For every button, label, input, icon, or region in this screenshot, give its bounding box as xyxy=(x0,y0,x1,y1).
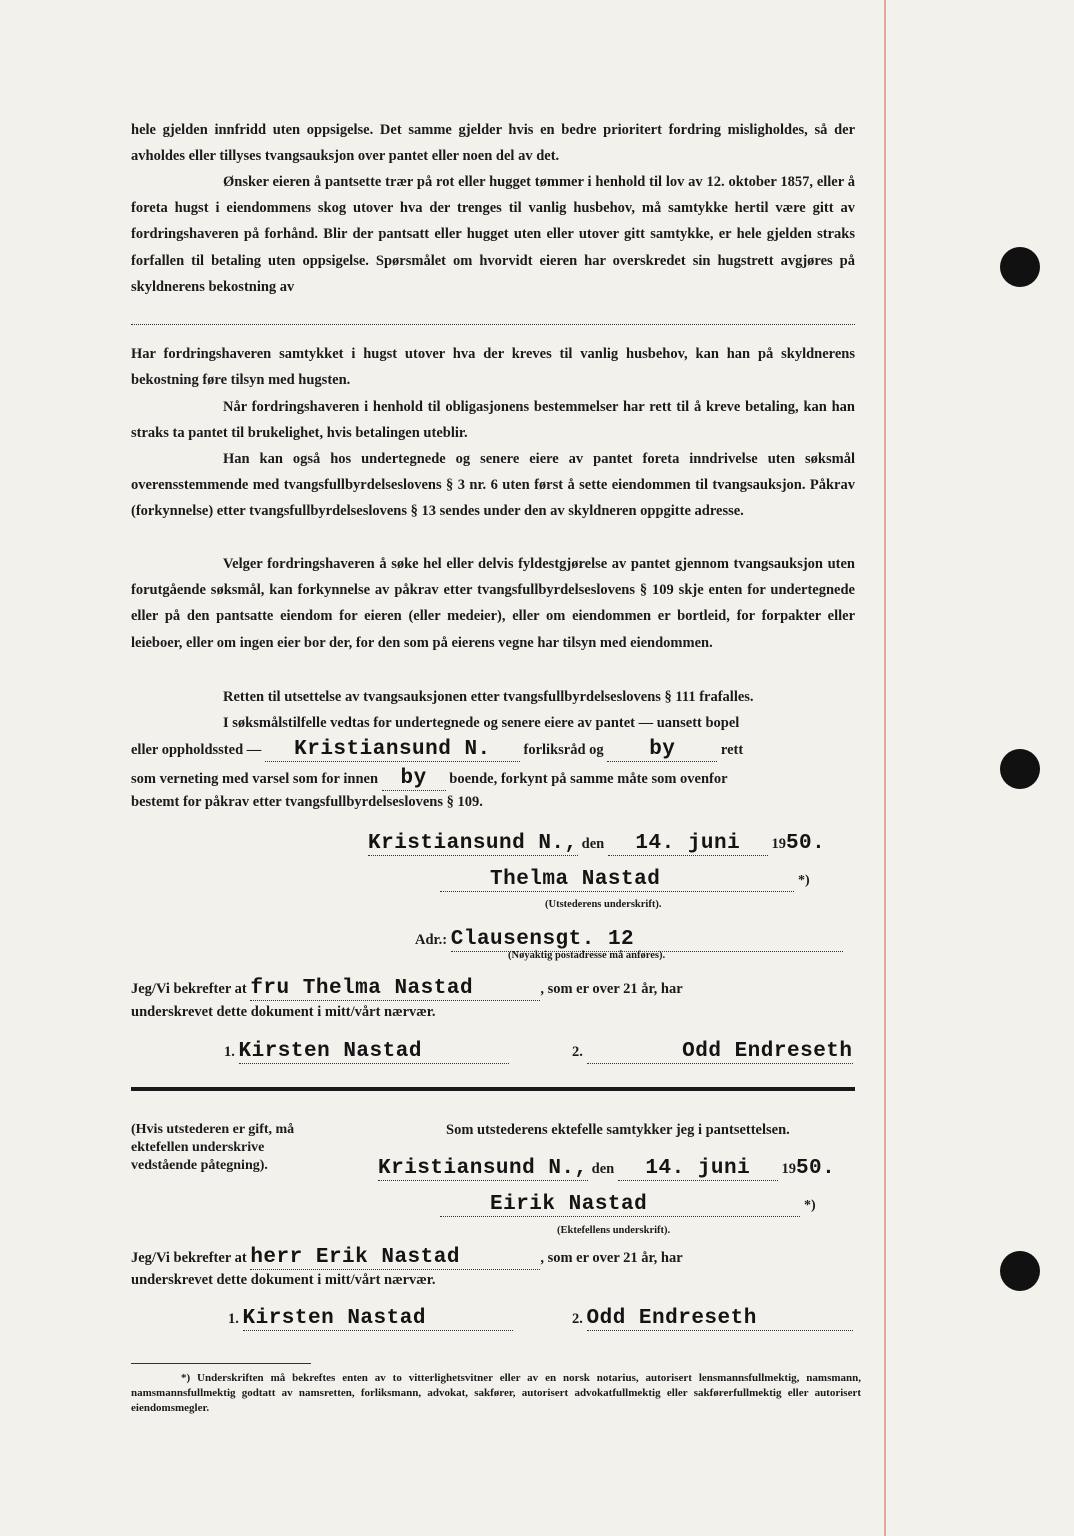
confirmed-name: herr Erik Nastad xyxy=(250,1246,540,1270)
spouse-name: Eirik Nastad xyxy=(440,1193,800,1217)
spouse-witness-1 xyxy=(228,1307,513,1331)
punch-hole xyxy=(1000,1251,1040,1291)
witness-1 xyxy=(224,1040,509,1064)
year-prefix: 19 xyxy=(781,1161,796,1177)
year-prefix: 19 xyxy=(771,836,786,852)
spouse-consent: Som utstederens ektefelle samtykker jeg i pantsettelsen. xyxy=(446,1122,790,1138)
den-label: den xyxy=(591,1161,615,1177)
note-mark: *) xyxy=(804,1198,816,1213)
paragraph: hele gjelden innfridd uten oppsigelse. Det samme gjelder hvis en bedre prioritert fordring misligholdes, så der avholdes eller tillyses tvangsauksjon over pantet eller noen del av det. xyxy=(131,122,855,165)
issuer-date: 14. juni xyxy=(608,832,768,856)
note-mark: *) xyxy=(798,873,810,888)
witness-name: Odd Endreseth xyxy=(587,1307,853,1331)
issuer-signature-line xyxy=(440,868,810,892)
spouse-side-note: (Hvis utstederen er gift, må ektefellen underskrive vedstående påtegning). xyxy=(131,1122,295,1173)
spouse-signature-line xyxy=(440,1193,816,1217)
confirmed-name: fru Thelma Nastad xyxy=(250,977,540,1001)
confirm-line xyxy=(131,977,855,1001)
venue-prefix: eller oppholdssted — xyxy=(131,742,262,758)
spouse-confirm-line-2: underskrevet dette dokument i mitt/vårt nærvær. xyxy=(131,1272,436,1288)
issuer-name-caption: (Utstederens underskrift). xyxy=(545,899,662,910)
witness-number: 1. xyxy=(228,1311,239,1327)
witness-name: Kirsten Nastad xyxy=(239,1040,509,1064)
spouse-witness-2 xyxy=(572,1307,853,1331)
venue-line-2 xyxy=(131,767,855,791)
den-label: den xyxy=(581,836,605,852)
confirm-line-2: underskrevet dette dokument i mitt/vårt nærvær. xyxy=(131,1004,436,1020)
paragraph: I søksmålstilfelle vedtas for undertegnede og senere eiere av pantet — uansett bopel xyxy=(223,715,740,731)
venue-suffix: rett xyxy=(720,742,744,758)
venue-mid: forliksråd og xyxy=(523,742,604,758)
paragraph: Retten til utsettelse av tvangsauksjonen etter tvangsfullbyrdelseslovens § 111 frafalles. xyxy=(223,689,754,705)
issuer-year: 50. xyxy=(785,832,826,855)
address-label: Adr.: xyxy=(415,932,448,948)
confirm-prefix: Jeg/Vi bekrefter at xyxy=(131,1250,247,1266)
footnote: *) Underskriften må bekreftes enten av to vitterlighetsvitner eller av en norsk notarius, autorisert lensmannsfullmektig, namsmann, namsmannsfullmektig godtatt av namsretten, forliksmann, advokat, sakfører, autorisert advokatfullmektig eller sakførerfullmektig eller autorisert eiendomsmegler. xyxy=(131,1372,861,1414)
witness-number: 1. xyxy=(224,1044,235,1060)
venue-line-3: bestemt for påkrav etter tvangsfullbyrdelseslovens § 109. xyxy=(131,794,483,810)
confirm-suffix: , som er over 21 år, har xyxy=(540,1250,683,1266)
punch-hole xyxy=(1000,749,1040,789)
venue-suffix: boende, forkynt på samme måte som ovenfor xyxy=(449,771,728,787)
address-caption: (Nøyaktig postadresse må anføres). xyxy=(508,950,666,961)
witness-name: Kirsten Nastad xyxy=(243,1307,513,1331)
issuer-place: Kristiansund N., xyxy=(368,832,578,855)
confirm-prefix: Jeg/Vi bekrefter at xyxy=(131,981,247,997)
spouse-date-line xyxy=(378,1157,835,1181)
witness-name: Odd Endreseth xyxy=(587,1040,853,1064)
paragraph: Når fordringshaveren i henhold til obligasjonens bestemmelser har rett til å kreve betaling, kan han straks ta pantet til brukelighet, hvis betalingen uteblir. xyxy=(131,399,855,442)
section-divider xyxy=(131,1087,855,1091)
witness-number: 2. xyxy=(572,1311,583,1327)
witness-2 xyxy=(572,1040,853,1064)
spouse-confirm-line xyxy=(131,1246,855,1270)
dotted-fill-line xyxy=(131,324,855,325)
address-value: Clausensgt. 12 xyxy=(451,928,843,952)
footnote-rule xyxy=(131,1363,311,1364)
spouse-name-caption: (Ektefellens underskrift). xyxy=(557,1225,671,1236)
margin-rule xyxy=(884,0,886,1536)
witness-number: 2. xyxy=(572,1044,583,1060)
spouse-year: 50. xyxy=(795,1157,836,1180)
paragraph: Velger fordringshaveren å søke hel eller delvis fyldestgjørelse av pantet gjennom tvangsauksjon uten forutgående søksmål, kan forkynnelse av påkrav etter tvangsfullbyrdelseslovens § 109 skje enten for undertegnede eller på den pantsatte eiendom for eieren (eller medeier), eller om eiendommen er bortleid, for forpakter eller leieboer, eller om ingen eier bor der, for den som på eierens vegne har tilsyn med eiendommen. xyxy=(131,556,855,651)
venue-prefix: som verneting med varsel som for innen xyxy=(131,771,379,787)
confirm-suffix: , som er over 21 år, har xyxy=(540,981,683,997)
venue-place: Kristiansund N. xyxy=(265,738,520,762)
venue-within: by xyxy=(382,767,446,791)
spouse-date: 14. juni xyxy=(618,1157,778,1181)
paragraph: Han kan også hos undertegnede og senere eiere av pantet foreta inndrivelse uten søksmål overensstemmende med tvangsfullbyrdelseslovens § 3 nr. 6 uten først å sette eiendommen til tvangsauksjon. Påkrav (forkynnelse) etter tvangsfullbyrdelseslovens § 13 sendes under den av skyldneren oppgitte adresse. xyxy=(131,451,855,520)
issuer-date-line xyxy=(368,832,825,856)
issuer-name: Thelma Nastad xyxy=(440,868,794,892)
paragraph: Ønsker eieren å pantsette trær på rot eller hugget tømmer i henhold til lov av 12. oktober 1857, eller å foreta hugst i eiendommens skog utover hva der trenges til vanlig husbehov, må samtykke hertil være gitt av fordringshaveren på forhånd. Blir der pantsatt eller hugget uten eller utover gitt samtykke, er hele gjelden straks forfallen til betaling uten oppsigelse. Spørsmålet om hvorvidt eieren har overskredet sin hugstrett avgjøres på skyldnerens bekostning av xyxy=(131,174,855,295)
venue-line-1 xyxy=(131,738,855,762)
venue-court: by xyxy=(607,738,717,762)
spouse-place: Kristiansund N., xyxy=(378,1157,588,1180)
punch-hole xyxy=(1000,247,1040,287)
paragraph: Har fordringshaveren samtykket i hugst utover hva der kreves til vanlig husbehov, kan han på skyldnerens bekostning føre tilsyn med hugsten. xyxy=(131,346,855,389)
address-line xyxy=(415,928,843,952)
